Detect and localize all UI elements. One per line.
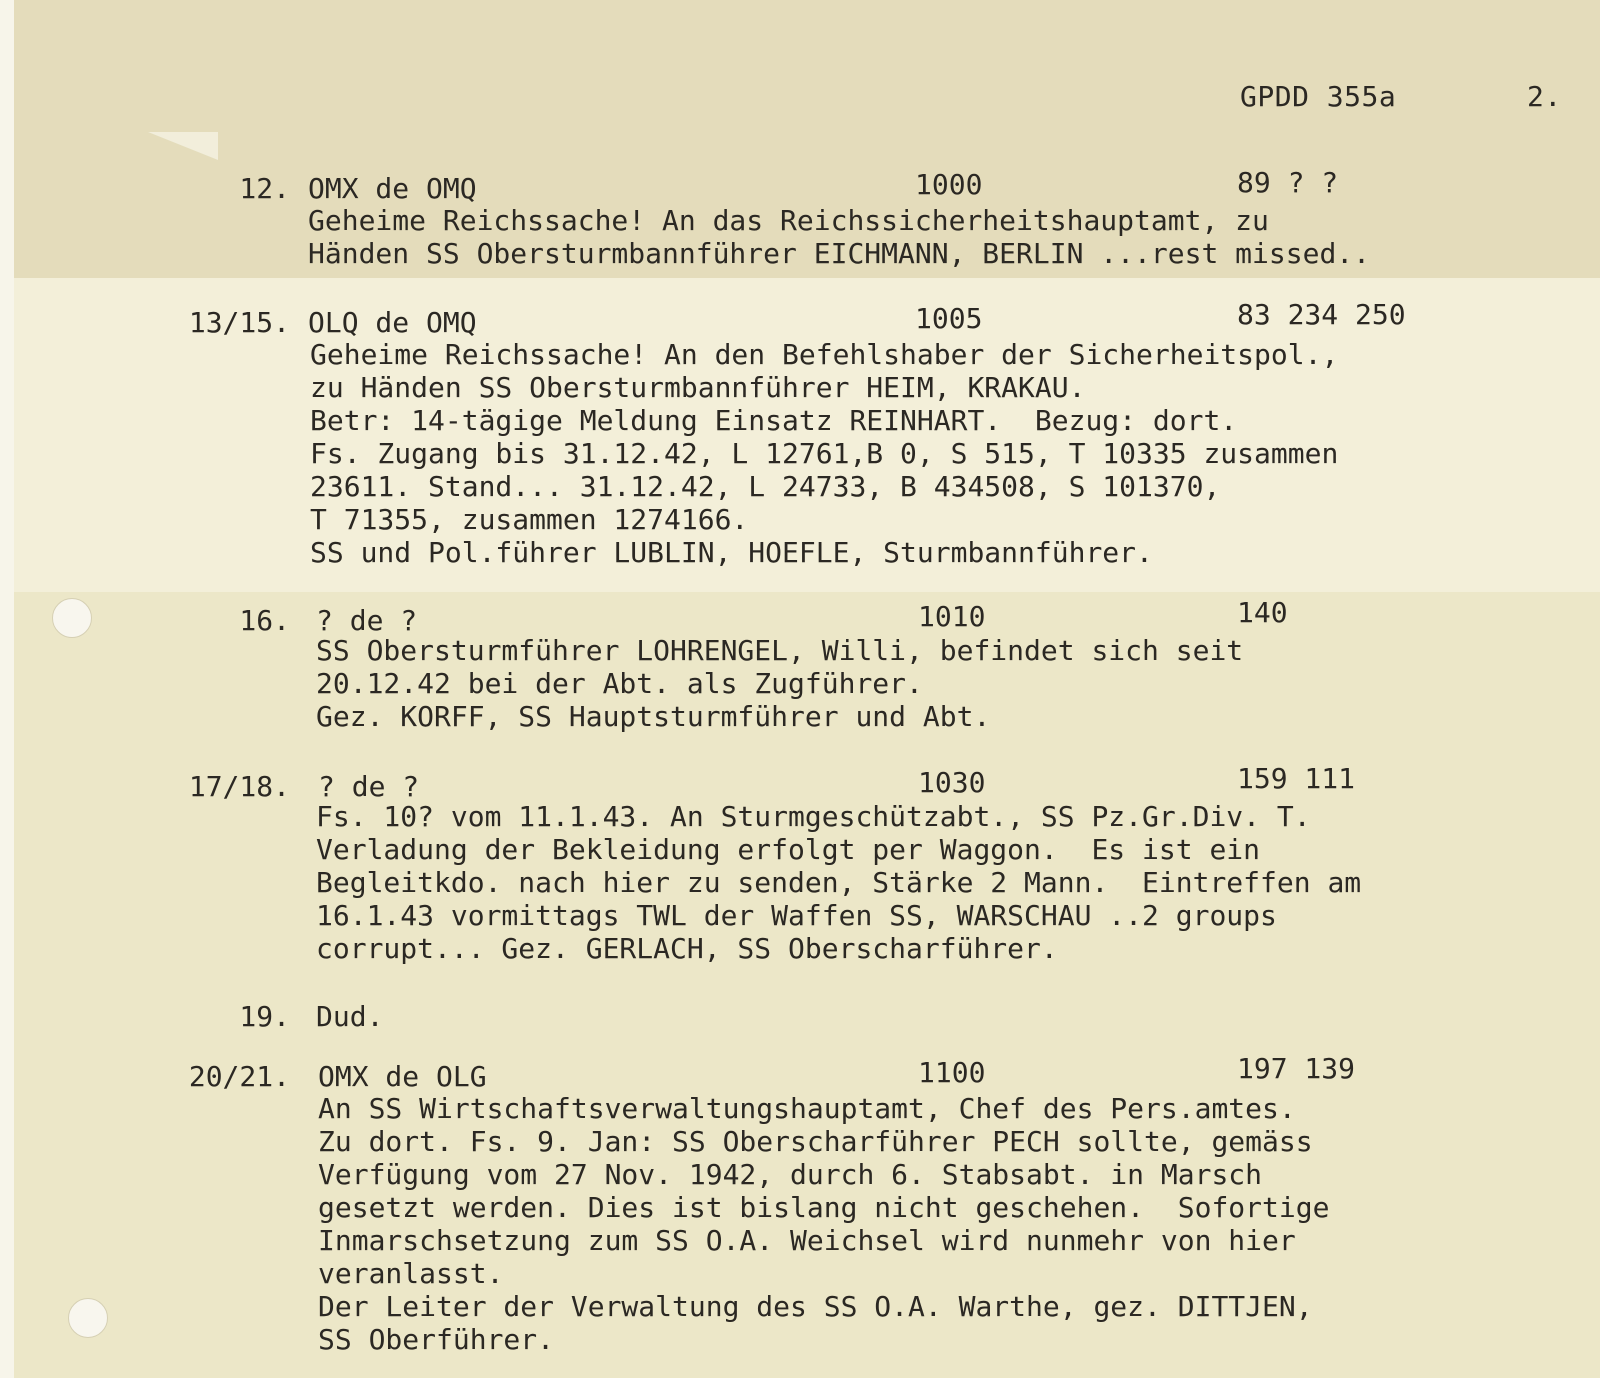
message-number: 13/15. [188, 306, 290, 339]
message-number: 20/21. [188, 1060, 290, 1093]
message-line: zu Händen SS Obersturmbannführer HEIM, KRAKAU. [310, 371, 1086, 404]
message-line: 23611. Stand... 31.12.42, L 24733, B 434508, S 101370, [310, 470, 1221, 503]
message-line: gesetzt werden. Dies ist bislang nicht geschehen. Sofortige [318, 1191, 1330, 1224]
message-line: Betr: 14-tägige Meldung Einsatz REINHART. Bezug: dort. [310, 404, 1238, 437]
message-body [310, 338, 1338, 569]
message-line: SS Obersturmführer LOHRENGEL, Willi, befindet sich seit [316, 634, 1244, 667]
message-line: Geheime Reichssache! An den Befehlshaber der Sicherheitspol., [310, 338, 1339, 371]
message-line: 16.1.43 vormittags TWL der Waffen SS, WARSCHAU ..2 groups [316, 899, 1277, 932]
message-number: 12. [239, 172, 290, 205]
message-body [316, 634, 1243, 733]
message-groups: 83 234 250 [1237, 298, 1406, 331]
message-callsign: OMX de OLG [318, 1060, 487, 1093]
punch-hole-lower [68, 1298, 108, 1338]
message-number: 19. [239, 1000, 290, 1033]
message-time: 1010 [918, 600, 986, 633]
message-time: 1000 [915, 168, 983, 201]
document-reference: GPDD 355a [1240, 80, 1397, 113]
message-time: 1100 [918, 1056, 986, 1089]
message-groups: 197 139 [1237, 1052, 1356, 1085]
message-line: Inmarschsetzung zum SS O.A. Weichsel wird nunmehr von hier [318, 1224, 1296, 1257]
message-body [308, 204, 1370, 270]
message-line: Händen SS Obersturmbannführer EICHMANN, BERLIN ...rest missed.. [308, 237, 1371, 270]
message-number: 17/18. [188, 770, 290, 803]
message-callsign: OLQ de OMQ [308, 306, 477, 339]
message-line: Verladung der Bekleidung erfolgt per Waggon. Es ist ein [316, 833, 1261, 866]
message-line: An SS Wirtschaftsverwaltungshauptamt, Chef des Pers.amtes. [318, 1092, 1296, 1125]
message-line: Der Leiter der Verwaltung des SS O.A. Warthe, gez. DITTJEN, [318, 1290, 1313, 1323]
message-line: Fs. Zugang bis 31.12.42, L 12761,B 0, S 515, T 10335 zusammen [310, 437, 1339, 470]
message-line: Gez. KORFF, SS Hauptsturmführer und Abt. [316, 700, 991, 733]
message-time: 1030 [918, 766, 986, 799]
message-body [318, 1092, 1329, 1356]
punch-hole-upper [52, 598, 92, 638]
paper-left-edge [0, 0, 14, 1378]
message-groups: 89 ? ? [1237, 166, 1339, 199]
message-line: SS Oberführer. [318, 1323, 555, 1356]
message-line: SS und Pol.führer LUBLIN, HOEFLE, Sturmbannführer. [310, 536, 1153, 569]
message-callsign: OMX de OMQ [308, 172, 477, 205]
message-line: Verfügung vom 27 Nov. 1942, durch 6. Stabsabt. in Marsch [318, 1158, 1263, 1191]
message-callsign: Dud. [316, 1000, 384, 1033]
message-line: corrupt... Gez. GERLACH, SS Oberscharführer. [316, 932, 1058, 965]
message-callsign: ? de ? [316, 604, 418, 637]
message-line: veranlasst. [318, 1257, 504, 1290]
message-time: 1005 [915, 302, 983, 335]
message-body [316, 800, 1361, 965]
message-line: Fs. 10? vom 11.1.43. An Sturmgeschützabt., SS Pz.Gr.Div. T. [316, 800, 1311, 833]
message-line: Zu dort. Fs. 9. Jan: SS Oberscharführer PECH sollte, gemäss [318, 1125, 1313, 1158]
message-line: Geheime Reichssache! An das Reichssicherheitshauptamt, zu [308, 204, 1269, 237]
page-number: 2. [1527, 80, 1562, 113]
message-callsign: ? de ? [318, 770, 420, 803]
message-groups: 159 111 [1237, 762, 1356, 795]
message-line: Begleitkdo. nach hier zu senden, Stärke 2 Mann. Eintreffen am [316, 866, 1362, 899]
message-line: T 71355, zusammen 1274166. [310, 503, 749, 536]
message-line: 20.12.42 bei der Abt. als Zugführer. [316, 667, 923, 700]
message-number: 16. [239, 604, 290, 637]
message-groups: 140 [1237, 596, 1288, 629]
